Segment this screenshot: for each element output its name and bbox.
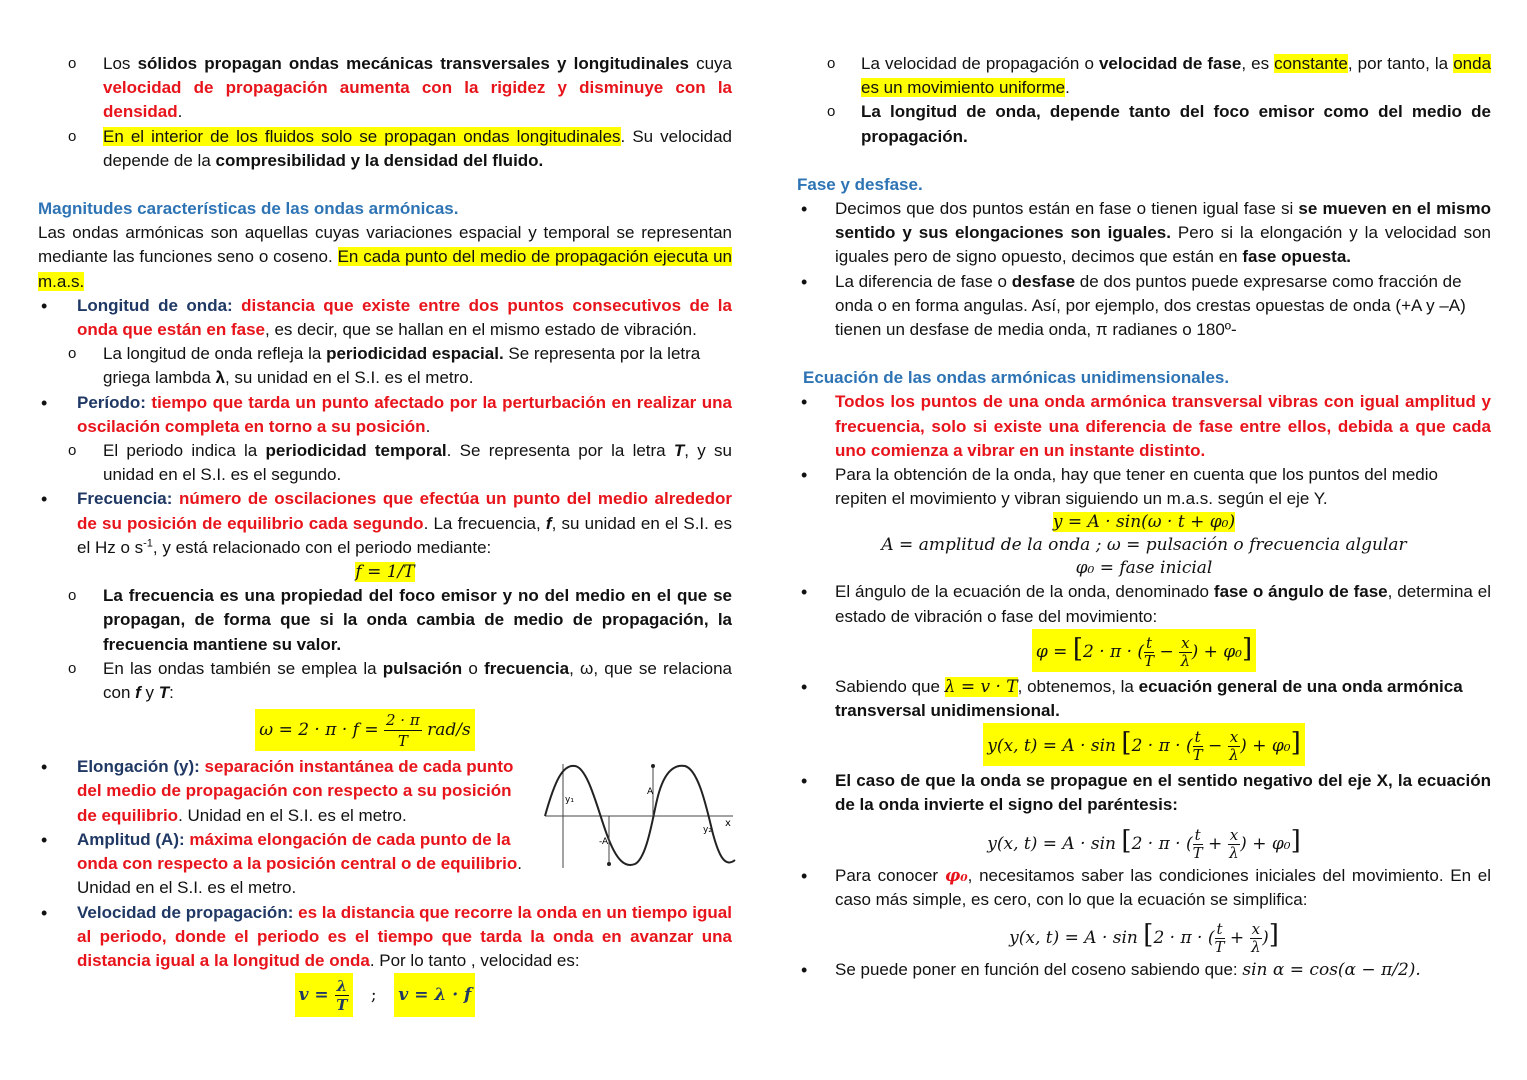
list-item: o El periodo indica la periodicidad temporal. Se representa por la letra T, y su unidad en el S.I. es el segundo.: [68, 441, 732, 485]
bullet-icon: •: [41, 829, 48, 850]
circle-bullet-icon: o: [68, 127, 77, 145]
list-item: o La longitud de onda refleja la periodicidad espacial. Se representa por la letra griega lambda λ, su unidad en el S.I. es el metro.: [68, 344, 701, 388]
equation-pulsation: ω = 2 · π · f = $\frac{2 \cdot \pi}{T}$ rad/s: [0, 707, 732, 753]
wave-label: x: [725, 818, 731, 829]
list-item: • Sabiendo que λ = v · T, obtenemos, la ecuación general de una onda armónica transversal unidimensional.: [801, 676, 1463, 721]
bullet-icon: •: [801, 960, 808, 981]
equation-negative: y(x, t) = A · sin [2 · π · ( $\frac{t}{T}$ + $\frac{x}{\lambda}$ ) + φ₀]: [987, 825, 1301, 862]
wave-label: A: [647, 787, 654, 797]
list-item: • La diferencia de fase o desfase de dos puntos puede expresarse como fracción de onda o en forma angulas. Así, por ejemplo, dos crestas opuestas de onda (+A y –A) tienen un desfase de media onda, π radianes o 180º-: [801, 271, 1466, 340]
list-item: o La velocidad de propagación o velocidad de fase, es constante, por tanto, la onda es un movimiento uniforme.: [827, 54, 1492, 98]
list-item: • El ángulo de la ecuación de la onda, denominado fase o ángulo de fase, determina el estado de vibración o fase del movimiento:: [801, 582, 1492, 626]
list-item: o Los sólidos propagan ondas mecánicas transversales y longitudinales cuya velocidad de propagación aumenta con la rigidez y disminuye con la densidad.: [68, 54, 733, 122]
list-item: • Frecuencia: número de oscilaciones que efectúa un punto del medio alrededor de su posición de equilibrio cada segundo. La frecuencia, f, su unidad en el S.I. es el Hz o $s^{-1}$, y está relacionado con el periodo mediante:: [41, 489, 733, 557]
wave-label: y₂: [703, 825, 712, 835]
list-item: o En las ondas también se emplea la pulsación o frecuencia, ω, que se relaciona con f y T:: [68, 658, 733, 703]
bullet-icon: •: [801, 465, 808, 486]
circle-bullet-icon: o: [68, 587, 77, 605]
list-item: • Período: tiempo que tarda un punto afectado por la perturbación en realizar una oscilación completa en torno a su posición.: [41, 392, 732, 436]
section-heading: Ecuación de las ondas armónicas unidimensionales.: [803, 368, 1230, 388]
equation-wave: y = A · sin(ω · t + φ₀): [1052, 512, 1236, 533]
list-item: • Elongación (y): separación instantánea de cada punto del medio de propagación con respecto a su posición de equilibrio. Unidad en el S.I. es el metro.: [41, 757, 514, 825]
circle-bullet-icon: o: [827, 103, 836, 121]
bullet-icon: •: [801, 676, 808, 697]
circle-bullet-icon: o: [68, 442, 77, 460]
list-item: • Longitud de onda: distancia que existe entre dos puntos consecutivos de la onda que están en fase, es decir, que se hallan en el mismo estado de vibración.: [41, 295, 732, 340]
list-item: o En el interior de los fluidos solo se propagan ondas longitudinales. Su velocidad depende de la compresibilidad y la densidad del fluido.: [68, 126, 732, 170]
list-item: • Velocidad de propagación: es la distancia que recorre la onda en un tiempo igual al periodo, donde el periodo es el tiempo que tarda la onda en avanzar una distancia igual a la longitud de onda. Por lo tanto , velocidad es:: [41, 902, 732, 970]
equation-phase: φ = [2 · π · ( $\frac{t}{T}$ − $\frac{x}{\lambda}$ ) + φ₀]: [797, 629, 1491, 675]
list-item: • Para la obtención de la onda, hay que tener en cuenta que los puntos del medio repiten el movimiento y vibran siguiendo un m.a.s. según el eje Y.: [801, 465, 1438, 509]
wave-label: -A: [599, 837, 609, 847]
list-item: • Amplitud (A): máxima elongación de cada punto de la onda con respecto a la posición central o de equilibrio. Unidad en el S.I. es el metro.: [41, 829, 522, 898]
bullet-icon: •: [801, 771, 808, 792]
bullet-icon: •: [801, 392, 808, 413]
bullet-icon: •: [801, 199, 808, 220]
list-item: • Todos los puntos de una onda armónica transversal vibras con igual amplitud y frecuencia, solo si existe una diferencia de fase entre ellos, debida a que cada uno comienza a vibrar en un instante distinto.: [801, 392, 1491, 460]
section-heading: Magnitudes características de las ondas armónicas.: [38, 199, 459, 219]
list-item: o La longitud de onda, depende tanto del foco emisor como del medio de propagación.: [827, 102, 1491, 146]
equation-velocity: v = $\frac{\lambda}{T}$ ; v = λ · f: [38, 973, 732, 1017]
bullet-icon: •: [41, 902, 48, 923]
circle-bullet-icon: o: [68, 55, 77, 72]
list-item: o La frecuencia es una propiedad del foco emisor y no del medio en el que se propagan, de forma que si la onda cambia de medio de propagación, la frecuencia mantiene su valor.: [68, 586, 732, 654]
circle-bullet-icon: o: [68, 659, 77, 677]
equation-definitions: A = amplitud de la onda ; ω = pulsación o frecuencia algular: [881, 535, 1407, 556]
paragraph: Las ondas armónicas son aquellas cuyas variaciones espacial y temporal se representan mediante las funciones seno o coseno. En cada punto del medio de propagación ejecuta un m.a.s.: [38, 223, 733, 291]
list-item: • Decimos que dos puntos están en fase o tienen igual fase si se mueven en el mismo sentido y sus elongaciones son iguales. Pero si la elongación y la velocidad son iguales pero de signo opuesto, decimos que están en fase opuesta.: [801, 199, 1491, 267]
list-item: • Se puede poner en función del coseno sabiendo que: sin α = cos(α − π/2).: [801, 960, 1421, 981]
bullet-icon: •: [801, 865, 808, 886]
bullet-icon: •: [801, 271, 808, 292]
circle-bullet-icon: o: [68, 345, 77, 363]
wave-diagram: [543, 760, 737, 872]
circle-bullet-icon: o: [827, 55, 836, 72]
bullet-icon: •: [41, 392, 48, 413]
section-heading: Fase y desfase.: [797, 174, 923, 194]
bullet-icon: •: [41, 757, 48, 778]
bullet-icon: •: [41, 489, 48, 510]
equation-simplified: y(x, t) = A · sin [2 · π · ( $\frac{t}{T}$ + $\frac{x}{\lambda}$ )]: [1009, 920, 1279, 957]
equation-definitions: φ₀ = fase inicial: [1075, 558, 1213, 579]
wave-label: y₁: [565, 795, 574, 805]
list-item: • El caso de que la onda se propague en el sentido negativo del eje X, la ecuación de la onda invierte el signo del paréntesis:: [801, 771, 1491, 815]
bullet-icon: •: [41, 295, 48, 316]
left-column: [38, 52, 732, 1017]
bullet-icon: •: [801, 582, 808, 603]
equation-frequency: f = 1/T: [355, 562, 415, 583]
equation-general: y(x, t) = A · sin [2 · π · ( $\frac{t}{T}$ − $\frac{x}{\lambda}$ ) + φ₀]: [797, 723, 1491, 769]
right-column: [797, 52, 1491, 982]
list-item: • Para conocer φ₀, necesitamos saber las condiciones iniciales del movimiento. En el caso más simple, es cero, con lo que la ecuación se simplifica:: [801, 865, 1492, 909]
